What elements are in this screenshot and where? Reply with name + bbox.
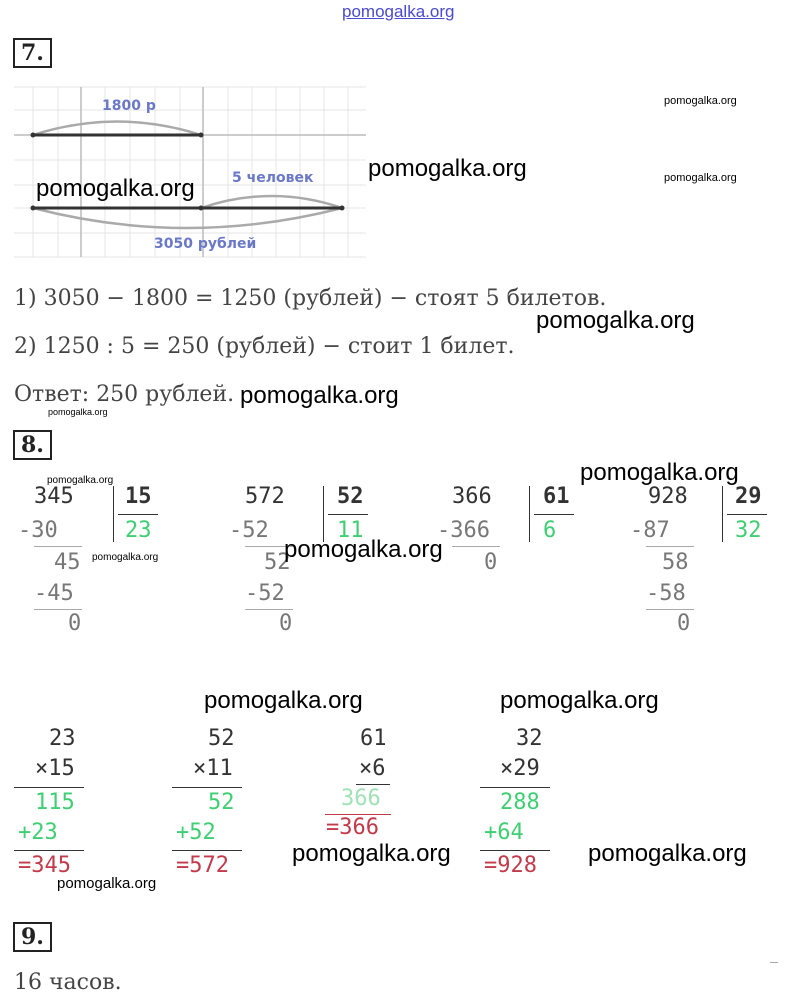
dividend: 572 — [245, 484, 285, 509]
subtrahend-1: -52 — [229, 518, 269, 543]
watermark: pomogalka.org — [204, 687, 363, 714]
watermark: pomogalka.org — [47, 475, 114, 486]
dividend: 366 — [452, 484, 492, 509]
diagram-label-people: 5 человек — [232, 170, 314, 186]
remainder-1: 58 — [662, 550, 689, 575]
watermark: pomogalka.org — [57, 875, 157, 892]
quotient: 23 — [125, 518, 152, 543]
product-result: =572 — [176, 853, 229, 878]
quotient: 11 — [337, 518, 364, 543]
subtrahend-1: -30 — [18, 518, 58, 543]
watermark: pomogalka.org — [664, 172, 737, 184]
task-8-number: 8. — [13, 430, 52, 460]
subtrahend-1: -366 — [437, 518, 490, 543]
partial-product-2: +23 — [18, 820, 58, 845]
remainder-2: 0 — [279, 611, 293, 636]
product-result: =345 — [18, 853, 71, 878]
brace-people — [201, 196, 342, 208]
dividend: 928 — [648, 484, 688, 509]
partial-product-1: 366 — [341, 786, 381, 811]
watermark: pomogalka.org — [48, 407, 108, 417]
subtrahend-2: -45 — [34, 581, 74, 606]
divisor: 61 — [543, 484, 570, 509]
task-7-answer: Ответ: 250 рублей. — [14, 382, 235, 407]
task-9-number: 9. — [13, 922, 52, 952]
subtrahend-1: -87 — [630, 518, 670, 543]
diagram-label-total: 3050 рублей — [154, 236, 257, 252]
remainder-2: 0 — [68, 611, 82, 636]
remainder-2: 0 — [677, 611, 691, 636]
watermark: pomogalka.org — [36, 175, 195, 202]
watermark: pomogalka.org — [284, 536, 443, 563]
partial-product-1: 52 — [208, 790, 235, 815]
watermark: pomogalka.org — [500, 687, 659, 714]
watermark: pomogalka.org — [292, 840, 451, 867]
task-7-step-2: 2) 1250 : 5 = 250 (рублей) − стоит 1 билет. — [14, 334, 515, 359]
watermark: pomogalka.org — [240, 382, 399, 409]
task-9-answer: 16 часов. — [14, 970, 122, 995]
divisor: 52 — [337, 484, 364, 509]
diagram-label-1800: 1800 р — [102, 98, 156, 114]
remainder-1: 45 — [54, 550, 81, 575]
factor-b: ×6 — [359, 756, 386, 781]
factor-a: 52 — [208, 726, 235, 751]
divisor: 15 — [125, 484, 152, 509]
product-result: =366 — [326, 815, 379, 840]
factor-b: ×29 — [500, 756, 540, 781]
task-7-step-1: 1) 3050 − 1800 = 1250 (рублей) − стоят 5 билетов. — [14, 286, 607, 311]
segment-diagram — [0, 0, 798, 270]
watermark: pomogalka.org — [580, 459, 739, 486]
factor-b: ×15 — [35, 756, 75, 781]
watermark: pomogalka.org — [368, 155, 527, 182]
partial-product-1: 288 — [500, 790, 540, 815]
watermark: pomogalka.org — [664, 95, 737, 107]
watermark: pomogalka.org — [588, 840, 747, 867]
brace-total — [33, 208, 342, 228]
factor-a: 23 — [49, 726, 76, 751]
watermark-top[interactable]: pomogalka.org — [342, 2, 455, 21]
quotient: 32 — [735, 518, 762, 543]
watermark: pomogalka.org — [92, 552, 159, 563]
remainder-1: 52 — [264, 550, 291, 575]
subtrahend-2: -58 — [646, 581, 686, 606]
quotient: 6 — [543, 518, 557, 543]
subtrahend-2: -52 — [245, 581, 285, 606]
partial-product-1: 115 — [35, 790, 75, 815]
remainder-1: 0 — [484, 550, 498, 575]
factor-a: 32 — [516, 726, 543, 751]
task-7-number: 7. — [13, 38, 52, 68]
factor-b: ×11 — [193, 756, 233, 781]
dividend: 345 — [34, 484, 74, 509]
partial-product-2: +64 — [484, 820, 524, 845]
product-result: =928 — [484, 853, 537, 878]
partial-product-2: +52 — [176, 820, 216, 845]
divisor: 29 — [735, 484, 762, 509]
watermark: pomogalka.org — [536, 307, 695, 334]
factor-a: 61 — [360, 726, 387, 751]
